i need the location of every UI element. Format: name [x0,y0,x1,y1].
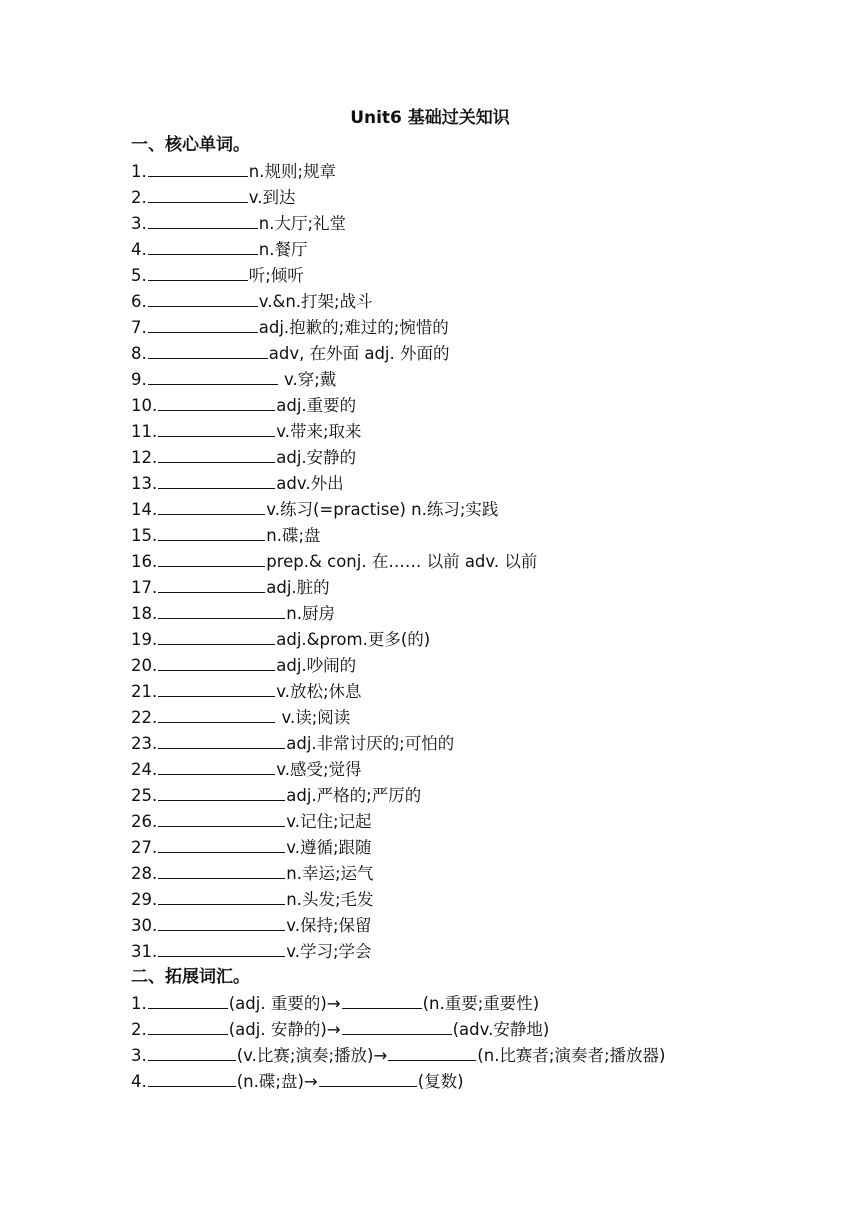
item-number: 23. [131,734,158,753]
answer-blank[interactable] [148,990,228,1009]
item-meaning: adv.外出 [276,474,344,493]
item-number: 6. [131,292,147,311]
item-number: 29. [131,890,158,909]
item-number: 4. [131,240,147,259]
item-meaning: adj.脏的 [266,578,330,597]
answer-blank[interactable] [158,938,285,957]
answer-blank[interactable] [158,782,285,801]
item-number: 3. [131,214,147,233]
answer-blank[interactable] [148,366,278,385]
vocab-item-29 [131,886,374,913]
item-meaning: n.规则;规章 [248,162,337,181]
item-number: 14. [131,500,158,519]
item-source-meaning: (n.碟;盘)→ [236,1072,318,1091]
answer-blank[interactable] [158,912,285,931]
answer-blank[interactable] [148,314,258,333]
answer-blank[interactable] [158,574,265,593]
answer-blank[interactable] [148,210,258,229]
item-meaning: v.保持;保留 [286,916,372,935]
item-number: 7. [131,318,147,337]
answer-blank[interactable] [319,1068,417,1087]
vocab-item-3 [131,210,346,237]
extended-item-1 [131,990,539,1017]
item-meaning: v.带来;取来 [276,422,362,441]
answer-blank[interactable] [158,522,265,541]
item-meaning: v.感受;觉得 [276,760,362,779]
vocab-item-15 [131,522,321,549]
item-meaning: n.餐厅 [258,240,308,259]
answer-blank[interactable] [158,704,275,723]
extended-item-4 [131,1068,464,1095]
item-number: 9. [131,370,147,389]
answer-blank[interactable] [148,158,248,177]
item-target-meaning: (复数) [417,1072,464,1091]
item-meaning: v.记住;记起 [286,812,372,831]
vocab-item-7 [131,314,449,341]
answer-blank[interactable] [148,1016,228,1035]
item-meaning: v.放松;休息 [276,682,362,701]
vocab-item-23 [131,730,454,757]
answer-blank[interactable] [148,184,248,203]
item-source-meaning: (adj. 安静的)→ [228,1020,341,1039]
vocab-item-24 [131,756,362,783]
item-target-meaning: (adv.安静地) [452,1020,550,1039]
item-number: 2. [131,1020,147,1039]
answer-blank[interactable] [158,730,285,749]
item-number: 16. [131,552,158,571]
vocab-item-6 [131,288,373,315]
vocab-item-19 [131,626,430,653]
item-number: 10. [131,396,158,415]
vocab-item-22 [131,704,350,731]
vocab-item-1 [131,158,336,185]
answer-blank[interactable] [158,860,285,879]
section-heading-extended-vocab: 二、拓展词汇。 [131,967,250,987]
answer-blank[interactable] [158,470,275,489]
answer-blank[interactable] [388,1042,476,1061]
item-number: 20. [131,656,158,675]
item-number: 18. [131,604,158,623]
item-number: 5. [131,266,147,285]
item-source-meaning: (v.比赛;演奏;播放)→ [236,1046,388,1065]
item-number: 19. [131,630,158,649]
item-meaning: v.到达 [248,188,296,207]
item-meaning: 听;倾听 [248,266,304,285]
item-meaning: adj.抱歉的;难过的;惋惜的 [258,318,449,337]
answer-blank[interactable] [158,886,285,905]
item-meaning: prep.& conj. 在…… 以前 adv. 以前 [266,552,538,571]
item-number: 3. [131,1046,147,1065]
vocab-item-2 [131,184,295,211]
item-meaning: adj.安静的 [276,448,357,467]
vocab-item-10 [131,392,356,419]
item-meaning: adj.&prom.更多(的) [276,630,431,649]
vocab-item-9 [131,366,336,393]
item-number: 27. [131,838,158,857]
vocab-item-18 [131,600,335,627]
vocab-item-5 [131,262,304,289]
answer-blank[interactable] [148,340,268,359]
item-meaning: v.学习;学会 [286,942,372,961]
answer-blank[interactable] [158,834,285,853]
item-meaning: v.遵循;跟随 [286,838,372,857]
answer-blank[interactable] [158,418,275,437]
answer-blank[interactable] [158,444,275,463]
answer-blank[interactable] [342,1016,452,1035]
vocab-item-30 [131,912,372,939]
answer-blank[interactable] [158,548,265,567]
vocab-item-13 [131,470,344,497]
vocab-item-16 [131,548,537,575]
vocab-item-25 [131,782,421,809]
extended-item-3 [131,1042,666,1069]
vocab-item-4 [131,236,307,263]
answer-blank[interactable] [158,678,275,697]
item-number: 13. [131,474,158,493]
vocab-item-12 [131,444,356,471]
answer-blank[interactable] [158,756,275,775]
answer-blank[interactable] [158,808,285,827]
answer-blank[interactable] [148,1042,236,1061]
extended-item-2 [131,1016,549,1043]
vocab-item-17 [131,574,330,601]
item-meaning: n.厨房 [286,604,335,623]
item-number: 17. [131,578,158,597]
answer-blank[interactable] [148,1068,236,1087]
item-number: 8. [131,344,147,363]
vocab-item-26 [131,808,372,835]
item-number: 4. [131,1072,147,1091]
section-heading-core-words: 一、核心单词。 [131,135,250,155]
item-meaning: adj.吵闹的 [276,656,357,675]
answer-blank[interactable] [158,652,275,671]
item-meaning: n.碟;盘 [266,526,321,545]
vocab-item-28 [131,860,374,887]
answer-blank[interactable] [148,288,258,307]
item-number: 1. [131,162,147,181]
answer-blank[interactable] [158,626,275,645]
answer-blank[interactable] [148,236,258,255]
answer-blank[interactable] [158,600,285,619]
item-number: 11. [131,422,158,441]
item-number: 31. [131,942,158,961]
vocab-item-20 [131,652,356,679]
answer-blank[interactable] [158,496,265,515]
item-number: 24. [131,760,158,779]
answer-blank[interactable] [158,392,275,411]
item-number: 26. [131,812,158,831]
item-number: 25. [131,786,158,805]
item-meaning: v.读;阅读 [276,708,351,727]
item-meaning: v.穿;戴 [278,370,337,389]
item-number: 21. [131,682,158,701]
item-meaning: v.&n.打架;战斗 [258,292,373,311]
vocab-item-14 [131,496,498,523]
page-title: Unit6 基础过关知识 [350,108,510,128]
answer-blank[interactable] [148,262,248,281]
vocab-item-27 [131,834,372,861]
item-meaning: n.大厅;礼堂 [258,214,347,233]
item-number: 1. [131,994,147,1013]
vocab-item-11 [131,418,362,445]
item-meaning: n.头发;毛发 [286,890,374,909]
item-target-meaning: (n.比赛者;演奏者;播放器) [477,1046,666,1065]
item-meaning: adj.重要的 [276,396,357,415]
item-number: 2. [131,188,147,207]
item-source-meaning: (adj. 重要的)→ [228,994,341,1013]
vocab-item-21 [131,678,362,705]
item-number: 30. [131,916,158,935]
vocab-item-8 [131,340,450,367]
item-number: 22. [131,708,158,727]
item-meaning: n.幸运;运气 [286,864,374,883]
item-meaning: adj.非常讨厌的;可怕的 [286,734,455,753]
item-meaning: v.练习(=practise) n.练习;实践 [266,500,499,519]
item-number: 15. [131,526,158,545]
item-meaning: adj.严格的;严厉的 [286,786,422,805]
item-target-meaning: (n.重要;重要性) [422,994,540,1013]
vocab-item-31 [131,938,372,965]
item-number: 12. [131,448,158,467]
item-meaning: adv, 在外面 adj. 外面的 [268,344,450,363]
item-number: 28. [131,864,158,883]
answer-blank[interactable] [342,990,422,1009]
